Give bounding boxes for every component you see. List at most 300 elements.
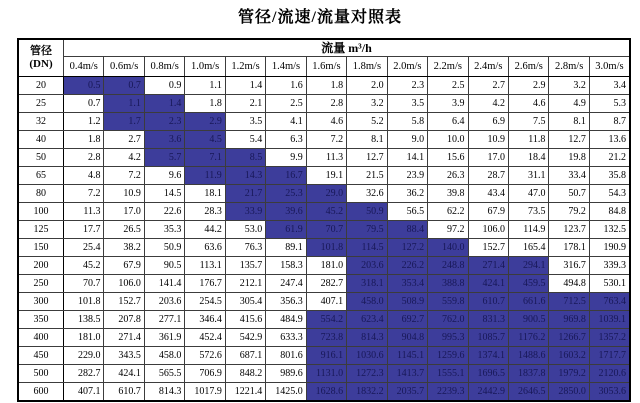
flow-cell-highlighted: 101.8	[306, 239, 346, 257]
flow-cell: 14.5	[144, 185, 184, 203]
flow-cell-highlighted: 318.1	[347, 275, 387, 293]
flow-cell: 6.9	[468, 113, 508, 131]
flow-cell-highlighted: 559.8	[428, 293, 468, 311]
flow-cell: 89.1	[266, 239, 306, 257]
flow-cell: 277.1	[144, 311, 184, 329]
flow-cell: 181.0	[64, 329, 104, 347]
table-row	[18, 257, 630, 275]
flow-cell-highlighted: 1696.5	[468, 365, 508, 383]
flow-cell: 17.7	[64, 221, 104, 239]
flow-cell: 106.0	[104, 275, 144, 293]
table-row	[18, 203, 630, 221]
flow-cell: 152.7	[104, 293, 144, 311]
flow-cell: 565.5	[144, 365, 184, 383]
flow-cell-highlighted: 3053.6	[589, 383, 630, 402]
flow-cell: 452.4	[185, 329, 225, 347]
dn-cell: 20	[18, 77, 64, 95]
flow-cell-highlighted: 900.5	[508, 311, 548, 329]
flow-cell: 18.4	[508, 149, 548, 167]
dn-cell: 150	[18, 239, 64, 257]
flow-cell-highlighted: 424.1	[468, 275, 508, 293]
flow-cell: 178.1	[549, 239, 589, 257]
dn-corner-line1: 管径	[30, 44, 52, 57]
flow-cell: 56.5	[387, 203, 427, 221]
flow-cell-highlighted: 762.0	[428, 311, 468, 329]
flow-cell: 32.6	[347, 185, 387, 203]
flow-cell: 26.3	[428, 167, 468, 185]
dn-cell: 450	[18, 347, 64, 365]
flow-cell-highlighted: 39.6	[266, 203, 306, 221]
flow-cell-highlighted: 1085.7	[468, 329, 508, 347]
flow-cell: 43.4	[468, 185, 508, 203]
flow-cell: 13.6	[589, 131, 630, 149]
flow-cell: 28.3	[185, 203, 225, 221]
flow-cell: 106.0	[468, 221, 508, 239]
flow-cell-highlighted: 1039.1	[589, 311, 630, 329]
table-row	[18, 149, 630, 167]
flow-cell-highlighted: 814.3	[347, 329, 387, 347]
flow-cell-highlighted: 1717.7	[589, 347, 630, 365]
flow-cell: 50.7	[549, 185, 589, 203]
flow-cell: 542.9	[225, 329, 265, 347]
flow-cell: 801.6	[266, 347, 306, 365]
flow-cell-highlighted: 1603.2	[549, 347, 589, 365]
dn-cell: 500	[18, 365, 64, 383]
flow-cell: 15.6	[428, 149, 468, 167]
flow-cell-highlighted: 203.6	[347, 257, 387, 275]
flow-cell: 2.7	[104, 131, 144, 149]
table-row	[18, 329, 630, 347]
flow-cell: 4.8	[64, 167, 104, 185]
flow-cell: 101.8	[64, 293, 104, 311]
velocity-header-row	[18, 57, 630, 77]
flow-cell: 3.5	[387, 95, 427, 113]
velocity-header: 3.0m/s	[589, 57, 630, 77]
flow-cell: 45.2	[64, 257, 104, 275]
flow-cell: 26.5	[104, 221, 144, 239]
flow-cell: 132.5	[589, 221, 630, 239]
flow-cell: 9.9	[266, 149, 306, 167]
velocity-header: 1.8m/s	[347, 57, 387, 77]
flow-cell: 31.1	[508, 167, 548, 185]
flow-cell: 1.2	[64, 113, 104, 131]
flow-cell: 1221.4	[225, 383, 265, 402]
flow-cell-highlighted: 271.4	[468, 257, 508, 275]
flow-cell-highlighted: 508.9	[387, 293, 427, 311]
flow-cell: 23.9	[387, 167, 427, 185]
flow-cell: 28.7	[468, 167, 508, 185]
table-row	[18, 311, 630, 329]
flow-cell: 356.3	[266, 293, 306, 311]
flow-cell: 4.2	[468, 95, 508, 113]
flow-cell-highlighted: 1628.6	[306, 383, 346, 402]
velocity-header: 1.2m/s	[225, 57, 265, 77]
flow-cell: 4.6	[306, 113, 346, 131]
flow-cell: 21.5	[347, 167, 387, 185]
flow-cell: 848.2	[225, 365, 265, 383]
flow-cell-highlighted: 50.9	[347, 203, 387, 221]
flow-cell: 0.9	[144, 77, 184, 95]
flow-cell-highlighted: 831.3	[468, 311, 508, 329]
flow-cell-highlighted: 459.5	[508, 275, 548, 293]
flow-cell-highlighted: 4.5	[185, 131, 225, 149]
flow-rate-header: 流量 m³/h	[64, 39, 631, 57]
dn-corner-line2: (DN)	[29, 58, 53, 70]
flow-cell-highlighted: 1979.2	[549, 365, 589, 383]
flow-cell: 271.4	[104, 329, 144, 347]
flow-cell-highlighted: 33.9	[225, 203, 265, 221]
velocity-header: 0.8m/s	[144, 57, 184, 77]
flow-cell: 90.5	[144, 257, 184, 275]
flow-cell: 2.8	[306, 95, 346, 113]
flow-cell: 19.1	[306, 167, 346, 185]
flow-cell: 5.2	[347, 113, 387, 131]
flow-cell: 3.9	[428, 95, 468, 113]
flow-cell-highlighted: 3.6	[144, 131, 184, 149]
flow-cell-highlighted: 29.0	[306, 185, 346, 203]
flow-cell-highlighted: 2120.6	[589, 365, 630, 383]
flow-cell: 2.9	[508, 77, 548, 95]
flow-cell: 176.7	[185, 275, 225, 293]
flow-cell: 33.4	[549, 167, 589, 185]
flow-cell: 346.4	[185, 311, 225, 329]
flow-cell-highlighted: 70.7	[306, 221, 346, 239]
dn-cell: 40	[18, 131, 64, 149]
dn-cell: 600	[18, 383, 64, 402]
flow-cell: 1017.9	[185, 383, 225, 402]
flow-cell: 97.2	[428, 221, 468, 239]
flow-cell: 424.1	[104, 365, 144, 383]
flow-cell: 190.9	[589, 239, 630, 257]
flow-cell: 12.7	[549, 131, 589, 149]
flow-cell: 10.9	[468, 131, 508, 149]
flow-cell: 10.0	[428, 131, 468, 149]
flow-cell-highlighted: 1266.7	[549, 329, 589, 347]
flow-cell: 706.9	[185, 365, 225, 383]
page-title: 管径/流速/流量对照表	[238, 9, 402, 26]
flow-cell: 9.0	[387, 131, 427, 149]
flow-cell: 17.0	[468, 149, 508, 167]
flow-cell-highlighted: 0.5	[64, 77, 104, 95]
flow-cell-highlighted: 458.0	[347, 293, 387, 311]
flow-cell-highlighted: 8.5	[225, 149, 265, 167]
dn-cell: 125	[18, 221, 64, 239]
flow-cell: 305.4	[225, 293, 265, 311]
flow-cell: 247.4	[266, 275, 306, 293]
flow-cell: 11.8	[508, 131, 548, 149]
flow-cell: 5.4	[225, 131, 265, 149]
flow-cell-highlighted: 7.1	[185, 149, 225, 167]
flow-cell: 203.6	[144, 293, 184, 311]
pipe-flow-table	[17, 38, 631, 402]
table-row	[18, 95, 630, 113]
dn-cell: 65	[18, 167, 64, 185]
flow-cell-highlighted: 692.7	[387, 311, 427, 329]
flow-cell: 687.1	[225, 347, 265, 365]
table-row	[18, 275, 630, 293]
flow-cell: 1.6	[266, 77, 306, 95]
flow-cell-highlighted: 140.0	[428, 239, 468, 257]
flow-cell-highlighted: 226.2	[387, 257, 427, 275]
flow-cell: 407.1	[306, 293, 346, 311]
flow-cell: 494.8	[549, 275, 589, 293]
flow-cell-highlighted: 904.8	[387, 329, 427, 347]
flow-cell-highlighted: 2.9	[185, 113, 225, 131]
flow-cell: 70.7	[64, 275, 104, 293]
dn-cell: 32	[18, 113, 64, 131]
flow-cell: 5.3	[589, 95, 630, 113]
velocity-header: 2.0m/s	[387, 57, 427, 77]
flow-cell: 7.5	[508, 113, 548, 131]
flow-cell-highlighted: 1131.0	[306, 365, 346, 383]
table-body	[18, 77, 630, 402]
flow-cell: 361.9	[144, 329, 184, 347]
table-row	[18, 383, 630, 402]
velocity-header: 2.6m/s	[508, 57, 548, 77]
velocity-header: 0.4m/s	[64, 57, 104, 77]
flow-cell-highlighted: 723.8	[306, 329, 346, 347]
flow-cell: 17.0	[104, 203, 144, 221]
flow-cell: 14.1	[387, 149, 427, 167]
flow-cell: 22.6	[144, 203, 184, 221]
flow-cell: 9.6	[144, 167, 184, 185]
flow-cell: 35.3	[144, 221, 184, 239]
flow-cell-highlighted: 0.7	[104, 77, 144, 95]
flow-cell-highlighted: 88.4	[387, 221, 427, 239]
flow-cell: 4.1	[266, 113, 306, 131]
flow-cell: 36.2	[387, 185, 427, 203]
flow-cell: 6.3	[266, 131, 306, 149]
flow-cell: 62.2	[428, 203, 468, 221]
flow-cell: 67.9	[104, 257, 144, 275]
flow-cell: 316.7	[549, 257, 589, 275]
flow-cell: 229.0	[64, 347, 104, 365]
flow-cell-highlighted: 1.1	[104, 95, 144, 113]
flow-cell: 207.8	[104, 311, 144, 329]
flow-cell-highlighted: 1030.6	[347, 347, 387, 365]
flow-cell-highlighted: 623.4	[347, 311, 387, 329]
flow-cell: 79.2	[549, 203, 589, 221]
dn-cell: 50	[18, 149, 64, 167]
flow-cell: 165.4	[508, 239, 548, 257]
flow-cell: 12.7	[347, 149, 387, 167]
table-row	[18, 221, 630, 239]
flow-cell-highlighted: 16.7	[266, 167, 306, 185]
flow-cell: 4.9	[549, 95, 589, 113]
flow-cell: 1.8	[64, 131, 104, 149]
flow-cell-highlighted: 1555.1	[428, 365, 468, 383]
flow-cell: 11.3	[306, 149, 346, 167]
flow-cell: 11.3	[64, 203, 104, 221]
flow-cell: 458.0	[144, 347, 184, 365]
table-row	[18, 293, 630, 311]
flow-cell-highlighted: 1.4	[144, 95, 184, 113]
flow-cell-highlighted: 2239.3	[428, 383, 468, 402]
dn-cell: 250	[18, 275, 64, 293]
flow-cell: 10.9	[104, 185, 144, 203]
velocity-header: 0.6m/s	[104, 57, 144, 77]
dn-cell: 25	[18, 95, 64, 113]
flow-cell: 50.9	[144, 239, 184, 257]
flow-cell: 53.0	[225, 221, 265, 239]
flow-cell: 2.5	[428, 77, 468, 95]
flow-cell: 415.6	[225, 311, 265, 329]
dn-cell: 100	[18, 203, 64, 221]
table-row	[18, 131, 630, 149]
flow-cell: 47.0	[508, 185, 548, 203]
flow-cell-highlighted: 61.9	[266, 221, 306, 239]
flow-cell: 1.1	[185, 77, 225, 95]
dn-cell: 200	[18, 257, 64, 275]
flow-cell: 44.2	[185, 221, 225, 239]
flow-cell: 3.2	[549, 77, 589, 95]
flow-cell-highlighted: 248.8	[428, 257, 468, 275]
flow-cell: 2.5	[266, 95, 306, 113]
flow-cell: 610.7	[104, 383, 144, 402]
flow-cell: 54.3	[589, 185, 630, 203]
flow-cell-highlighted: 1413.7	[387, 365, 427, 383]
velocity-header: 2.8m/s	[549, 57, 589, 77]
flow-cell: 181.0	[306, 257, 346, 275]
flow-cell: 18.1	[185, 185, 225, 203]
flow-cell: 135.7	[225, 257, 265, 275]
flow-cell: 0.7	[64, 95, 104, 113]
flow-cell-highlighted: 1.7	[104, 113, 144, 131]
flow-cell: 3.5	[225, 113, 265, 131]
flow-cell-highlighted: 712.5	[549, 293, 589, 311]
flow-cell: 1425.0	[266, 383, 306, 402]
flow-cell-highlighted: 5.7	[144, 149, 184, 167]
flow-cell: 8.7	[589, 113, 630, 131]
flow-cell: 1.8	[185, 95, 225, 113]
flow-cell-highlighted: 1357.2	[589, 329, 630, 347]
flow-cell-highlighted: 1145.1	[387, 347, 427, 365]
flow-cell: 530.1	[589, 275, 630, 293]
flow-cell: 114.9	[508, 221, 548, 239]
flow-cell: 4.6	[508, 95, 548, 113]
flow-cell: 212.1	[225, 275, 265, 293]
flow-cell: 3.4	[589, 77, 630, 95]
flow-cell-highlighted: 2035.7	[387, 383, 427, 402]
table-row	[18, 113, 630, 131]
flow-cell: 67.9	[468, 203, 508, 221]
flow-cell: 339.3	[589, 257, 630, 275]
flow-cell: 84.8	[589, 203, 630, 221]
flow-cell-highlighted: 916.1	[306, 347, 346, 365]
flow-cell: 282.7	[64, 365, 104, 383]
flow-cell: 254.5	[185, 293, 225, 311]
flow-cell: 5.8	[387, 113, 427, 131]
dn-cell: 300	[18, 293, 64, 311]
flow-cell-highlighted: 554.2	[306, 311, 346, 329]
flow-cell: 19.8	[549, 149, 589, 167]
flow-cell: 633.3	[266, 329, 306, 347]
flow-cell: 38.2	[104, 239, 144, 257]
flow-cell-highlighted: 388.8	[428, 275, 468, 293]
flow-cell: 3.2	[347, 95, 387, 113]
flow-cell-highlighted: 127.2	[387, 239, 427, 257]
flow-cell-highlighted: 1374.1	[468, 347, 508, 365]
flow-cell: 2.8	[64, 149, 104, 167]
velocity-header: 1.0m/s	[185, 57, 225, 77]
flow-cell: 2.3	[387, 77, 427, 95]
table-row	[18, 347, 630, 365]
flow-cell: 2.1	[225, 95, 265, 113]
flow-cell-highlighted: 2646.5	[508, 383, 548, 402]
flow-cell: 989.6	[266, 365, 306, 383]
table-row	[18, 185, 630, 203]
flow-cell-highlighted: 661.6	[508, 293, 548, 311]
velocity-header: 1.6m/s	[306, 57, 346, 77]
flow-cell-highlighted: 1837.8	[508, 365, 548, 383]
velocity-header: 1.4m/s	[266, 57, 306, 77]
flow-cell: 6.4	[428, 113, 468, 131]
flow-cell-highlighted: 2.3	[144, 113, 184, 131]
flow-cell-highlighted: 45.2	[306, 203, 346, 221]
flow-cell: 2.7	[468, 77, 508, 95]
flow-cell-highlighted: 2850.0	[549, 383, 589, 402]
flow-cell-highlighted: 114.5	[347, 239, 387, 257]
flow-cell: 1.4	[225, 77, 265, 95]
flow-cell: 35.8	[589, 167, 630, 185]
flow-cell: 123.7	[549, 221, 589, 239]
dn-cell: 80	[18, 185, 64, 203]
table-row	[18, 167, 630, 185]
flow-cell-highlighted: 995.3	[428, 329, 468, 347]
flow-cell: 138.5	[64, 311, 104, 329]
dn-cell: 350	[18, 311, 64, 329]
flow-cell: 113.1	[185, 257, 225, 275]
table-header	[18, 39, 630, 77]
flow-cell: 1.8	[306, 77, 346, 95]
flow-cell-highlighted: 969.8	[549, 311, 589, 329]
flow-cell-highlighted: 25.3	[266, 185, 306, 203]
flow-cell-highlighted: 21.7	[225, 185, 265, 203]
flow-cell: 73.5	[508, 203, 548, 221]
flow-cell: 63.6	[185, 239, 225, 257]
flow-cell: 7.2	[104, 167, 144, 185]
dn-cell: 400	[18, 329, 64, 347]
flow-cell-highlighted: 1176.2	[508, 329, 548, 347]
velocity-header: 2.4m/s	[468, 57, 508, 77]
velocity-header: 2.2m/s	[428, 57, 468, 77]
flow-cell: 76.3	[225, 239, 265, 257]
table-row	[18, 77, 630, 95]
flow-cell-highlighted: 1259.6	[428, 347, 468, 365]
flow-cell-highlighted: 11.9	[185, 167, 225, 185]
flow-cell: 7.2	[64, 185, 104, 203]
flow-cell-highlighted: 763.4	[589, 293, 630, 311]
flow-cell-highlighted: 79.5	[347, 221, 387, 239]
flow-cell: 152.7	[468, 239, 508, 257]
flow-cell-highlighted: 353.4	[387, 275, 427, 293]
flow-cell: 2.0	[347, 77, 387, 95]
flow-cell-highlighted: 610.7	[468, 293, 508, 311]
flow-cell: 8.1	[549, 113, 589, 131]
flow-cell: 407.1	[64, 383, 104, 402]
flow-cell: 141.4	[144, 275, 184, 293]
flow-cell: 814.3	[144, 383, 184, 402]
flow-cell: 25.4	[64, 239, 104, 257]
flow-cell: 343.5	[104, 347, 144, 365]
flow-cell: 484.9	[266, 311, 306, 329]
flow-cell: 7.2	[306, 131, 346, 149]
flow-cell: 4.2	[104, 149, 144, 167]
flow-cell: 8.1	[347, 131, 387, 149]
flow-cell: 158.3	[266, 257, 306, 275]
flow-cell: 39.8	[428, 185, 468, 203]
flow-cell-highlighted: 1272.3	[347, 365, 387, 383]
